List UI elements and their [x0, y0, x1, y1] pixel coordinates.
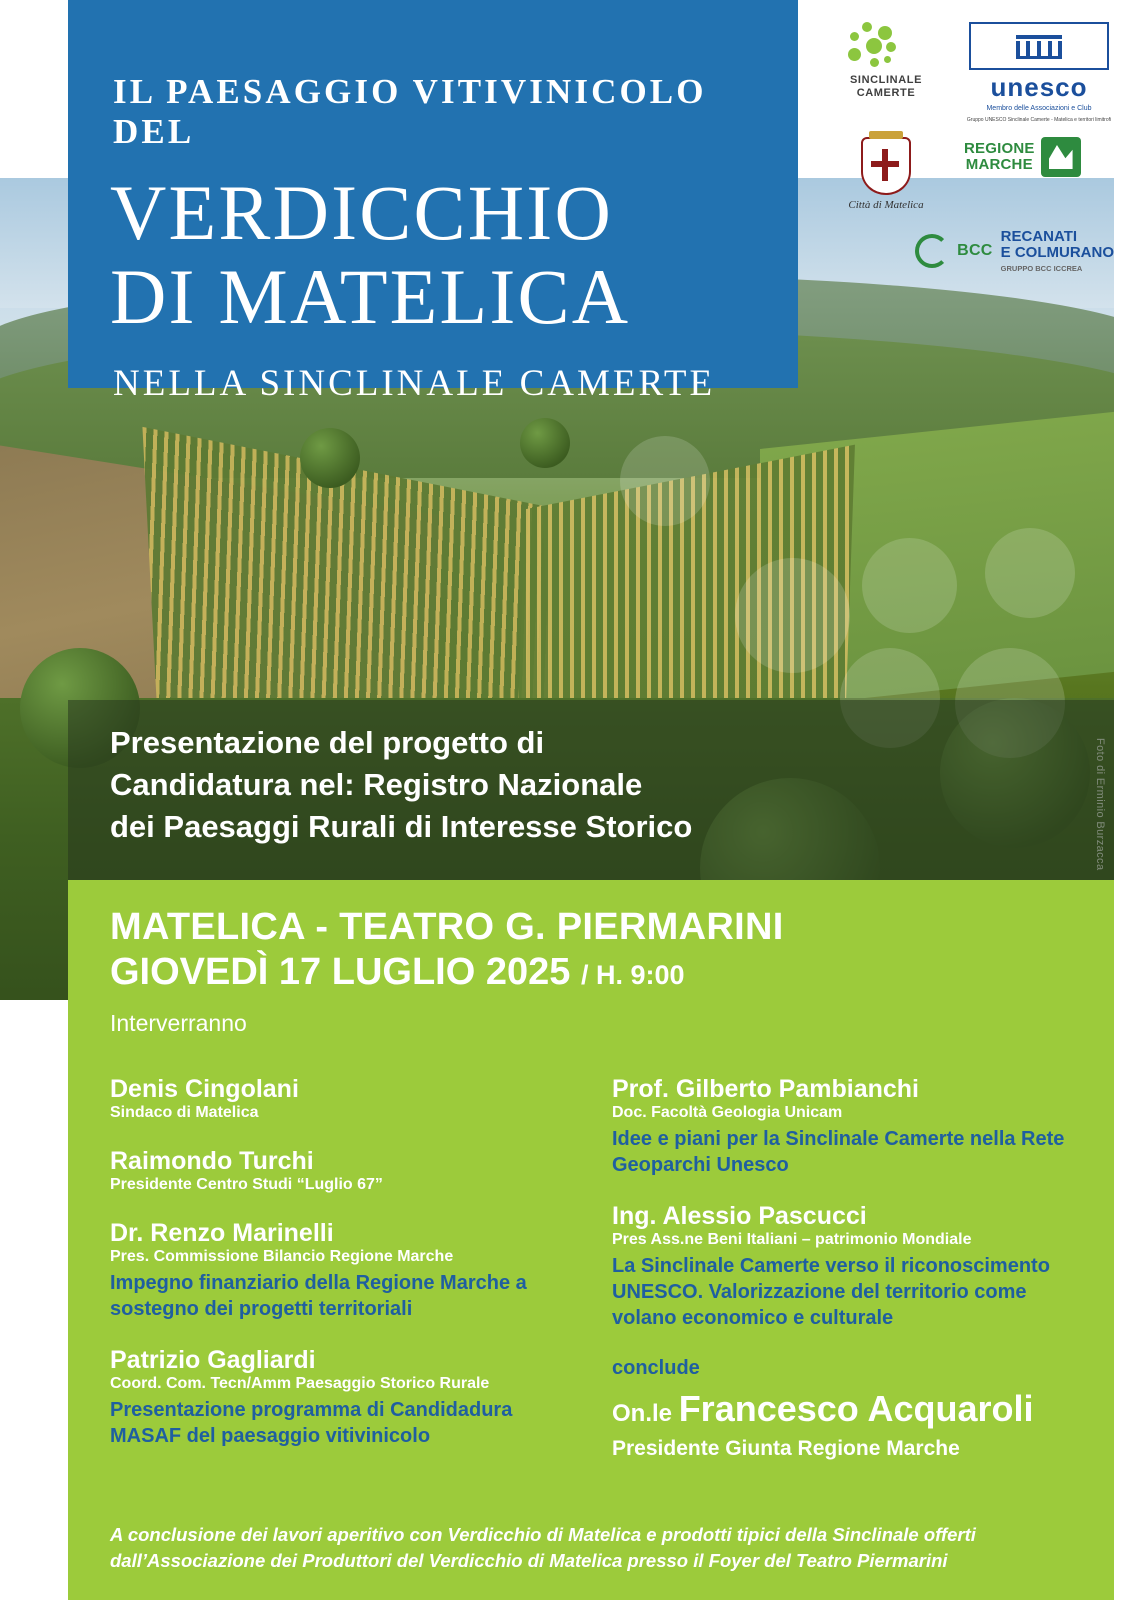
- sinclinale-dots-icon: [826, 22, 946, 74]
- regione-marche-symbol-icon: [1041, 137, 1081, 177]
- title-main-line1: VERDICCHIO: [110, 169, 613, 256]
- speakers-intro: Interverranno: [110, 1010, 247, 1036]
- tree: [520, 418, 570, 468]
- project-line-2: Candidatura nel: Registro Nazionale: [110, 767, 643, 802]
- bcc-line1: RECANATI: [1000, 228, 1078, 245]
- unesco-temple-icon: [969, 22, 1109, 70]
- speaker-name: Patrizio Gagliardi: [110, 1346, 316, 1374]
- bcc-group: GRUPPO BCC ICCREA: [1000, 264, 1083, 273]
- bcc-circle-icon: [915, 234, 949, 268]
- coat-of-arms-icon: [861, 137, 911, 195]
- logo-row-top: [814, 22, 1114, 123]
- speaker-item: [110, 1346, 570, 1449]
- title-main: [110, 169, 798, 340]
- comune-label: Città di Matelica: [848, 199, 924, 211]
- project-line-1: Presentazione del progetto di: [110, 725, 545, 760]
- speaker-item: [110, 1147, 570, 1195]
- speaker-name: Denis Cingolani: [110, 1075, 299, 1103]
- speaker-role: Pres Ass.ne Beni Italiani – patrimonio Mondiale: [612, 1231, 972, 1248]
- project-line-3: dei Paesaggi Rurali di Interesse Storico: [110, 809, 693, 844]
- logo-bar: [814, 22, 1114, 273]
- regione-marche-label: REGIONE MARCHE: [964, 140, 1035, 173]
- speaker-role: Pres. Commissione Bilancio Regione Marche: [110, 1248, 454, 1265]
- logo-regione-marche: [964, 137, 1114, 177]
- title-subtitle: NELLA SINCLINALE CAMERTE: [113, 363, 716, 404]
- tree: [300, 428, 360, 488]
- speaker-topic: La Sinclinale Camerte verso il riconoscimento UNESCO. Valorizzazione del territorio come volano economico e culturale: [612, 1255, 1050, 1329]
- speaker-topic: Presentazione programma di Candidadura MASAF del paesaggio vitivinicolo: [110, 1399, 513, 1447]
- speaker-name: Dr. Renzo Marinelli: [110, 1219, 334, 1247]
- speaker-item: [110, 1075, 570, 1123]
- unesco-wordmark: unesco: [990, 72, 1088, 102]
- bokeh-circle: [620, 436, 710, 526]
- logo-unesco: [964, 22, 1114, 123]
- event-details-block: [68, 880, 1114, 1600]
- bokeh-circle: [735, 558, 850, 673]
- conclude-label: conclude: [612, 1357, 700, 1379]
- speaker-role: Doc. Facoltà Geologia Unicam: [612, 1104, 843, 1121]
- bokeh-circle: [862, 538, 957, 633]
- bcc-line2: E COLMURANO: [1000, 244, 1114, 261]
- speaker-name: Prof. Gilberto Pambianchi: [612, 1075, 919, 1103]
- speaker-role: Sindaco di Matelica: [110, 1104, 259, 1121]
- unesco-fineprint: Gruppo UNESCO Sinclinale Camerte - Matelica e territori limitrofi: [966, 116, 1112, 123]
- event-venue: MATELICA - TEATRO G. PIERMARINI: [110, 906, 784, 948]
- bcc-name: BCC: [957, 242, 993, 259]
- bokeh-circle: [985, 528, 1075, 618]
- event-hour: / H. 9:00: [580, 960, 685, 990]
- speaker-name: Ing. Alessio Pascucci: [612, 1202, 867, 1230]
- speaker-topic: Idee e piani per la Sinclinale Camerte nella Rete Geoparchi Unesco: [612, 1128, 1065, 1176]
- logo-comune-matelica: [826, 137, 946, 211]
- logo-sinclinale-label: SINCLINALE CAMERTE: [850, 74, 922, 99]
- closing-speaker-prefix: On.le: [612, 1400, 679, 1427]
- event-date: GIOVEDÌ 17 LUGLIO 2025: [110, 951, 571, 993]
- speaker-role: Coord. Com. Tecn/Amm Paesaggio Storico Rurale: [110, 1375, 490, 1392]
- unesco-membership: Membro delle Associazioni e Club: [986, 105, 1092, 112]
- logo-row-middle: [814, 137, 1114, 211]
- project-band: [68, 700, 1114, 880]
- speaker-topic: Impegno finanziario della Regione Marche a sostegno dei progetti territoriali: [110, 1272, 527, 1320]
- footer-note: [110, 1522, 1070, 1574]
- speaker-item: [110, 1219, 570, 1322]
- title-block: [68, 0, 798, 404]
- logo-bcc: [814, 229, 1114, 273]
- speakers-column-right: [612, 1075, 1072, 1473]
- event-dateline: [68, 951, 1114, 994]
- speaker-item: [612, 1075, 1072, 1178]
- speaker-item: [612, 1202, 1072, 1331]
- title-kicker: IL PAESAGGIO VITIVINICOLO DEL: [113, 72, 707, 151]
- footer-line-1: A conclusione dei lavori aperitivo con Verdicchio di Matelica e prodotti tipici della Sinclinale offerti: [110, 1524, 976, 1545]
- closing-speaker-fullname: Francesco Acquaroli: [678, 1388, 1034, 1429]
- speaker-role: Presidente Centro Studi “Luglio 67”: [110, 1176, 383, 1193]
- closing-speaker-name: [612, 1390, 1072, 1436]
- title-main-line2: DI MATELICA: [110, 253, 631, 340]
- logo-sinclinale-camerte: [826, 22, 946, 100]
- closing-speaker-role: Presidente Giunta Regione Marche: [612, 1437, 960, 1460]
- footer-line-2: dall’Associazione dei Produttori del Verdicchio di Matelica presso il Foyer del Teatro Piermarini: [110, 1550, 948, 1571]
- speaker-name: Raimondo Turchi: [110, 1147, 314, 1175]
- speakers-grid: [68, 1037, 1114, 1473]
- speakers-column-left: [110, 1075, 570, 1473]
